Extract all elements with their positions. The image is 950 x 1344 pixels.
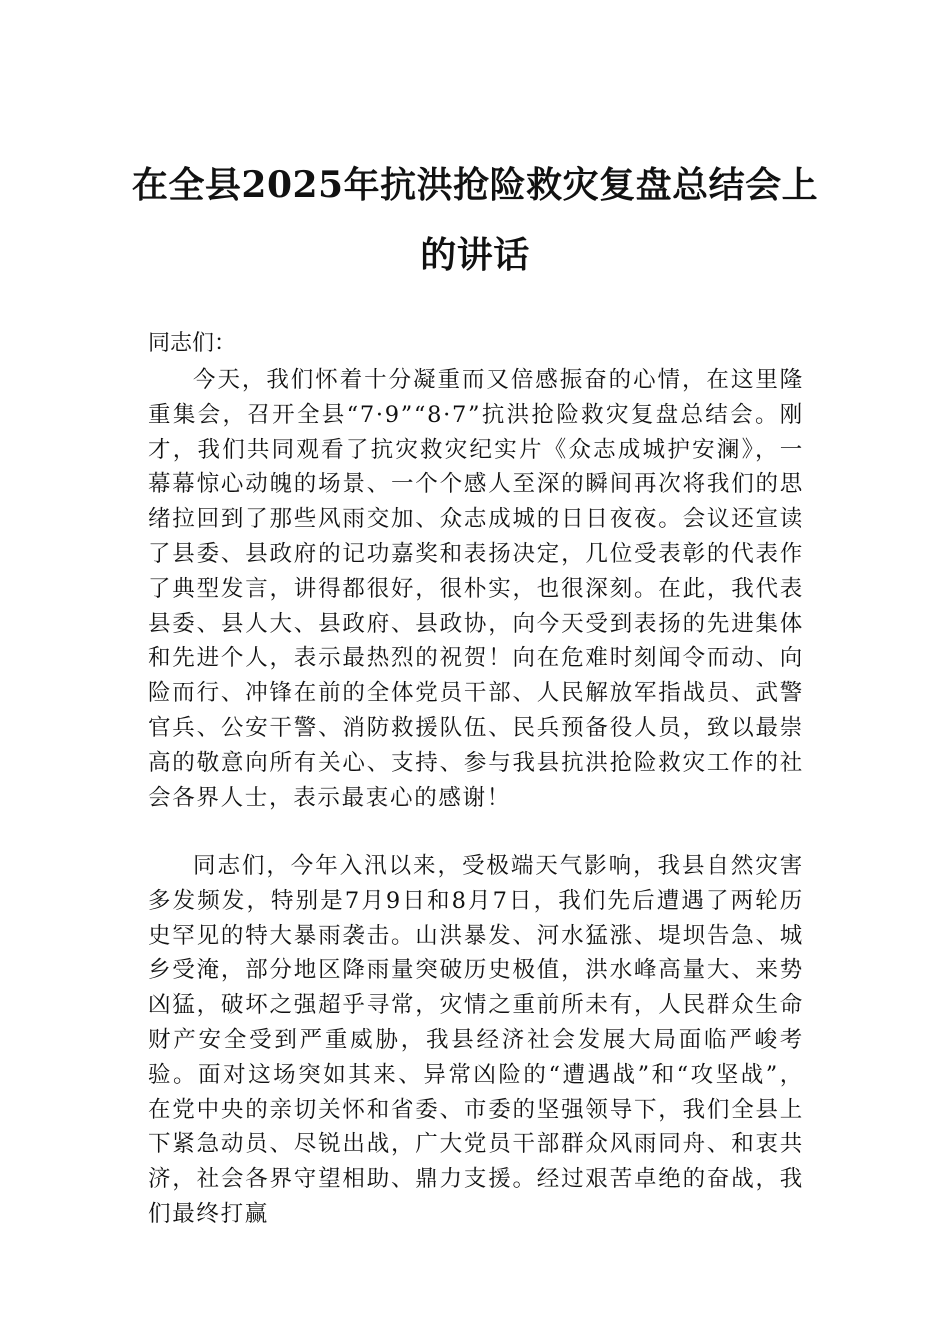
document-title-line-1: 在全县2025年抗洪抢险救灾复盘总结会上 (131, 164, 819, 206)
paragraph-2: 同志们，今年入汛以来，受极端天气影响，我县自然灾害多发频发，特别是7月9日和8月7日，我们先后遭遇了两轮历史罕见的特大暴雨袭击。山洪暴发、河水猛涨、堤坝告急、城乡受淹，部分地区降雨量突破历史极值，洪水峰高量大、来势凶猛，破坏之强超乎寻常，灾情之重前所未有，人民群众生命财产安全受到严重威胁，我县经济社会发展大局面临严峻考验。面对这场突如其来、异常凶险的“遭遇战”和“攻坚战”，在党中央的亲切关怀和省委、市委的坚强领导下，我们全县上下紧急动员、尽锐出战，广大党员干部群众风雨同舟、和衷共济，社会各界守望相助、鼎力支援。经过艰苦卓绝的奋战，我们最终打赢 (148, 853, 804, 1227)
document-title-line-2: 的讲话 (420, 234, 530, 276)
salutation: 同志们： (148, 331, 237, 356)
paragraph-1: 今天，我们怀着十分凝重而又倍感振奋的心情，在这里隆重集会，召开全县“7·9”“8·7”抗洪抢险救灾复盘总结会。刚才，我们共同观看了抗灾救灾纪实片《众志成城护安澜》，一幕幕惊心动魄的场景、一个个感人至深的瞬间再次将我们的思绪拉回到了那些风雨交加、众志成城的日日夜夜。会议还宣读了县委、县政府的记功嘉奖和表扬决定，几位受表彰的代表作了典型发言，讲得都很好，很朴实，也很深刻。在此，我代表县委、县人大、县政府、县政协，向今天受到表扬的先进集体和先进个人，表示最热烈的祝贺！向在危难时刻闻令而动、向险而行、冲锋在前的全体党员干部、人民解放军指战员、武警官兵、公安干警、消防救援队伍、民兵预备役人员，致以最崇高的敬意向所有关心、支持、参与我县抗洪抢险救灾工作的社会各界人士，表示最衷心的感谢！ (148, 367, 804, 811)
